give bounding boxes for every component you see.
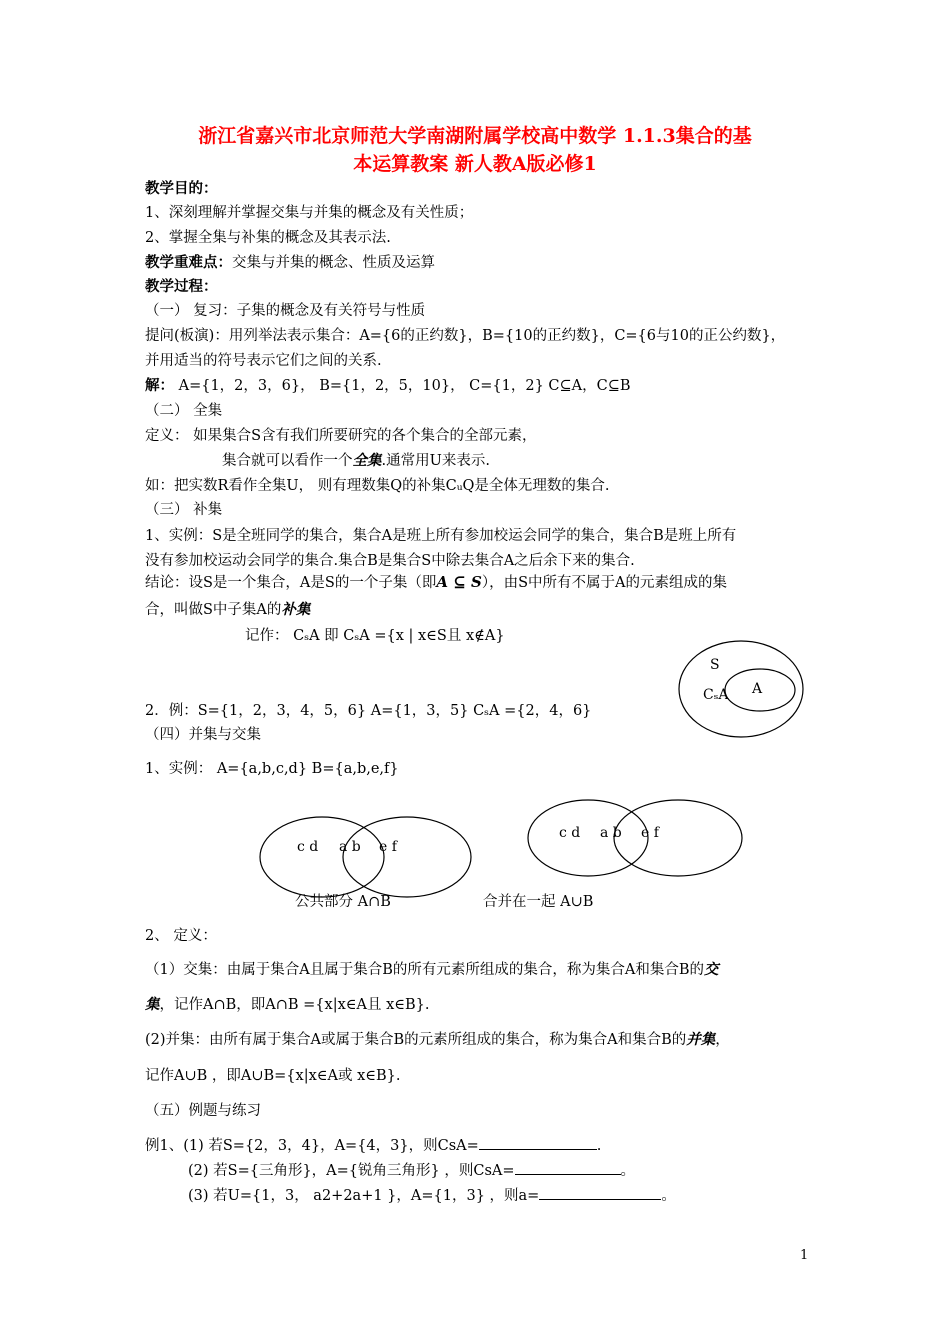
union-term: 并集 [686,1031,716,1048]
set-s-label: S [710,657,720,673]
conclusion-text-end: ），由S中所有不属于A的元素组成的集 [481,575,727,591]
exercise-1-end: . [596,1138,602,1154]
exercise-2 [188,1160,635,1181]
keypoints-text: 交集与并集的概念、性质及运算 [232,255,435,271]
exercise-3-end: 。 [661,1188,676,1204]
complement-venn-diagram [678,640,808,740]
union-right-elements: e f [641,825,659,841]
section-2-heading: （二） 全集 [145,403,223,419]
exercise-3-answer-blank[interactable] [539,1185,661,1200]
section-1-heading: （一） 复习：子集的概念及有关符号与性质 [145,303,426,319]
union-definition-text: (2)并集：由所有属于集合A或属于集合B的元素所组成的集合，称为集合A和集合B的 [145,1032,687,1048]
exercise-2-text: (2) 若S={三角形}，A={锐角三角形} ，则CsA= [188,1163,515,1179]
definition-text: 集合就可以看作一个 [222,453,353,469]
intersection-term-part-1: 交 [703,961,719,978]
universal-set-ellipse [679,641,803,737]
union-left-elements: c d [559,825,581,841]
definition-line-1: 定义： 如果集合S含有我们所要研究的各个集合的全部元素， [145,428,537,444]
definition-emphasis: 全集 [352,452,382,469]
complement-example: 2．例：S={1，2，3，4，5，6} A={1，3，5} CₛA ={2，4，6} [145,703,592,719]
union-definition-line-2: 记作A∪B ，即A∪B={x|x∈A或 x∈B}. [145,1068,401,1084]
conclusion-line-1 [145,572,727,593]
intersection-set-a-ellipse [260,817,384,897]
intersection-definition-text: （1）交集：由属于集合A且属于集合B的所有元素所组成的集合，称为集合A和集合B的 [145,962,704,978]
page-number: 1 [800,1248,809,1263]
intersection-right-elements: e f [379,839,397,855]
objective-2: 2、掌握全集与补集的概念及其表示法. [145,230,391,246]
union-common-elements: a b [600,825,622,841]
intersection-set-b-ellipse [343,817,471,897]
intersection-common-elements: a b [339,839,361,855]
keypoints-label: 教学重难点： [145,254,232,271]
definition-text-end: .通常用U来表示. [381,453,490,469]
intersection-left-elements: c d [297,839,319,855]
objective-1: 1、深刻理解并掌握交集与并集的概念及有关性质； [145,205,474,221]
instance-line-1: 1、实例：S是全班同学的集合，集合A是班上所有参加校运会同学的集合，集合B是班上所有 [145,528,737,544]
answer-label: 解： [145,377,174,394]
section-5-heading: （五）例题与练习 [145,1103,261,1119]
exercise-3 [188,1185,676,1206]
definition-heading: 2、 定义： [145,928,217,944]
exercise-2-end: 。 [620,1163,636,1179]
universal-set-example: 如：把实数R看作全集U， 则有理数集Q的补集CᵤQ是全体无理数的集合. [145,478,610,494]
conclusion-line-2-text: 合，叫做S中子集A的 [145,602,282,618]
union-intersection-instance: 1、实例： A={a,b,c,d} B={a,b,e,f} [145,761,399,777]
union-definition-line-1 [145,1030,730,1050]
union-term-comma: ， [715,1032,730,1048]
intersection-definition-line-2 [145,995,430,1015]
subset-formula: A ⊆ S [436,573,482,591]
section-4-heading: （四）并集与交集 [145,727,261,743]
exercise-2-answer-blank[interactable] [515,1160,621,1175]
process-heading: 教学过程： [145,278,218,295]
intersection-term-part-2: 集 [145,996,160,1013]
exercise-1-answer-blank[interactable] [479,1135,597,1150]
union-set-b-ellipse [614,800,742,876]
keypoints [145,253,435,273]
exercise-1 [145,1135,601,1156]
question-line-1: 提问(板演)：用列举法表示集合：A={6的正约数}，B={10的正约数}，C={6与10的正公约数}， [145,328,786,344]
intersection-definition-line-1 [145,960,718,980]
objectives-heading: 教学目的： [145,180,218,197]
complement-notation: 记作： CₛA 即 CₛA ={x | x∈S且 x∉A} [245,628,505,644]
intersection-caption: 公共部分 A∩B [295,894,391,910]
complement-label: CₛA [703,687,729,703]
title-line-1: 浙江省嘉兴市北京师范大学南湖附属学校高中数学 1.1.3集合的基 [198,125,752,147]
union-set-a-ellipse [528,800,648,876]
question-line-2: 并用适当的符号表示它们之间的关系. [145,353,382,369]
section-3-heading: （三） 补集 [145,502,223,518]
intersection-venn-diagram [255,815,475,900]
definition-line-2 [222,451,490,471]
set-a-label: A [752,681,763,697]
exercise-1-text: 例1、(1) 若S={2，3，4}，A={4，3}，则CsA= [145,1138,479,1154]
conclusion-text: 结论：设S是一个集合，A是S的一个子集（即 [145,575,437,591]
intersection-notation: ，记作A∩B，即A∩B ={x|x∈A且 x∈B}. [159,997,430,1013]
answer-text: A={1，2，3，6}， B={1，2，5，10}， C={1，2} C⊆A，C⊆B [174,378,631,394]
answer-line [145,376,631,396]
exercise-3-text: (3) 若U={1，3， a2+2a+1 }，A={1，3} ，则a= [188,1188,540,1204]
title-line-2: 本运算教案 新人教A版必修1 [353,153,597,175]
instance-line-2: 没有参加校运动会同学的集合.集合B是集合S中除去集合A之后余下来的集合. [145,553,635,569]
union-venn-diagram [525,798,750,883]
union-caption: 合并在一起 A∪B [483,894,594,910]
conclusion-line-2 [145,600,310,620]
complement-term: 补集 [281,601,311,618]
